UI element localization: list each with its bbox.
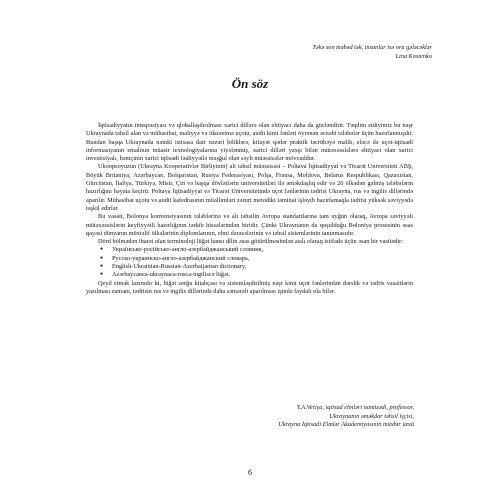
list-item: ● Русско-украинско-англо-азербайджанский словарь, (100, 255, 413, 263)
signature-line: Ukrayna İqtisadi Elmlər Akademiyasının müxbir üzvü (278, 421, 414, 429)
list-item: ● Azərbaycanca-ukraynaca-rusca-ingiliscə lüğət. (100, 271, 413, 279)
paragraph: Ukoopsoyuzun (Ukrayna Kooperativlər Birliyinin) ali təhsil müəssisəsi – Poltava İqtisadiyyat və Ticarət Universiteti ABŞ, Böyük Britaniya, Azərbaycan, Bolqarıstan, Rusiya Federasiyası, Polşa, Fransa, Moldova, Belarus Respublikası, Qazaxıstan, Gürcüstan, İtaliya, Türkiyə, Misir, Çin və başqa dövlətlərin universitetləri ilə əməkdaşlıq edir və 20 ölkədən gəlmiş tələbələrin hazırlığını həyata keçirir. Poltava İqtisadiyyat və Ticarət Universitetində uçot fənlərinin tədrisi Ukrayna, rus və ingilis dillərində aparılır. Mühasibat uçotu və audit kafedrasının müəllimləri zəruri metodiki təminat işləyib hazırlamaqla tədrisi yüksək səviyyədə təşkil edirlər. (86, 163, 413, 212)
author-signature (154, 404, 414, 430)
paragraph: Dörd bölmədən ibarət olan terminoloji lüğət hansı dilin əsas götürülməsindən asılı olaraq istifadə üçün əsan bir vasitədir: (98, 238, 403, 246)
closing-paragraph: Qeyd etmək lazımdır ki, lüğət sorğu kitabçası və sistemləşdirilmiş nəşr kimi uçot fənlərindən dərslik və tədris vasaitlərin yazılması zamanı, tədrisin rus və ingilis dillərində daha səmərəli aparılması işində faydalı ola bilər. (86, 279, 413, 295)
list-item: ● English-Ukrainian-Russian-Azerbaijanian dictionary, (100, 263, 413, 271)
epigraph-author: Lina Kostenko (395, 52, 432, 60)
page-number: 6 (248, 468, 252, 477)
signature-line: Y.A.Verişa, iqtisad elmləri namizədi, professor, (296, 404, 414, 411)
list-item: ● Українсько-російсько-англо-азербайджанський словник, (100, 246, 413, 254)
epigraph (172, 44, 432, 61)
paragraph: Bu vasait, Bolonya konvensiyasının tələblərinə və ali təhsilin Avropa standartlarına tam uyğun olaraq, Avropa səviyyəli mütəxəssislərin keyfiyyətli hazırlığının tərkib hissələrindən biridir. Çünki Ukraynanın da qoşulduğu Boloniya prosesinin əsas qayəsi dünyanın müxtəlif ölkələrinin diplomlarının, elmi dərəcələrinin və təhsil sistemlərinin tanınmasıdır. (86, 213, 413, 237)
dictionary-list (86, 246, 413, 279)
preface-body (86, 122, 413, 296)
epigraph-quote: Təkə son məbəd tək, insanlar isə ora gələcəklər (312, 44, 432, 51)
signature-line: Ukraynanın əməkdar təhsil işçisi, (329, 412, 414, 420)
paragraph: İqtisadiyyatın inteqrasiyası və qloballaşdırılması xarici dillərə olan ehtiyacı daha da gücləndirir. Təqdim etdiyimiz bu nəşr Ukraynada təhsil alan və mühasibat, maliyyə və idarəetmə uçotu, audit kimi fənləri öyrənən əcnəbi tələbələr üçün hazırlanmışdır. Bundan başqa Ukraynada nəinki istisasa dair nəzəri biliklərə, kifayət qədər praktik təcrübəyə malik, eləcə də uçot-iqtisadi informasiyanın emalının müasir texnologiyalarına yiyələnmiş, xarici dilləri yaxşı bilən mütəxəssislərə ehtiyacı olan xarici investisiyalı, həmçinin xarici iqtisadi fəaliyyətlə məşğul olan səyli müəssisələr mövcuddur. (86, 122, 413, 163)
page-title: Ön söz (231, 76, 269, 91)
